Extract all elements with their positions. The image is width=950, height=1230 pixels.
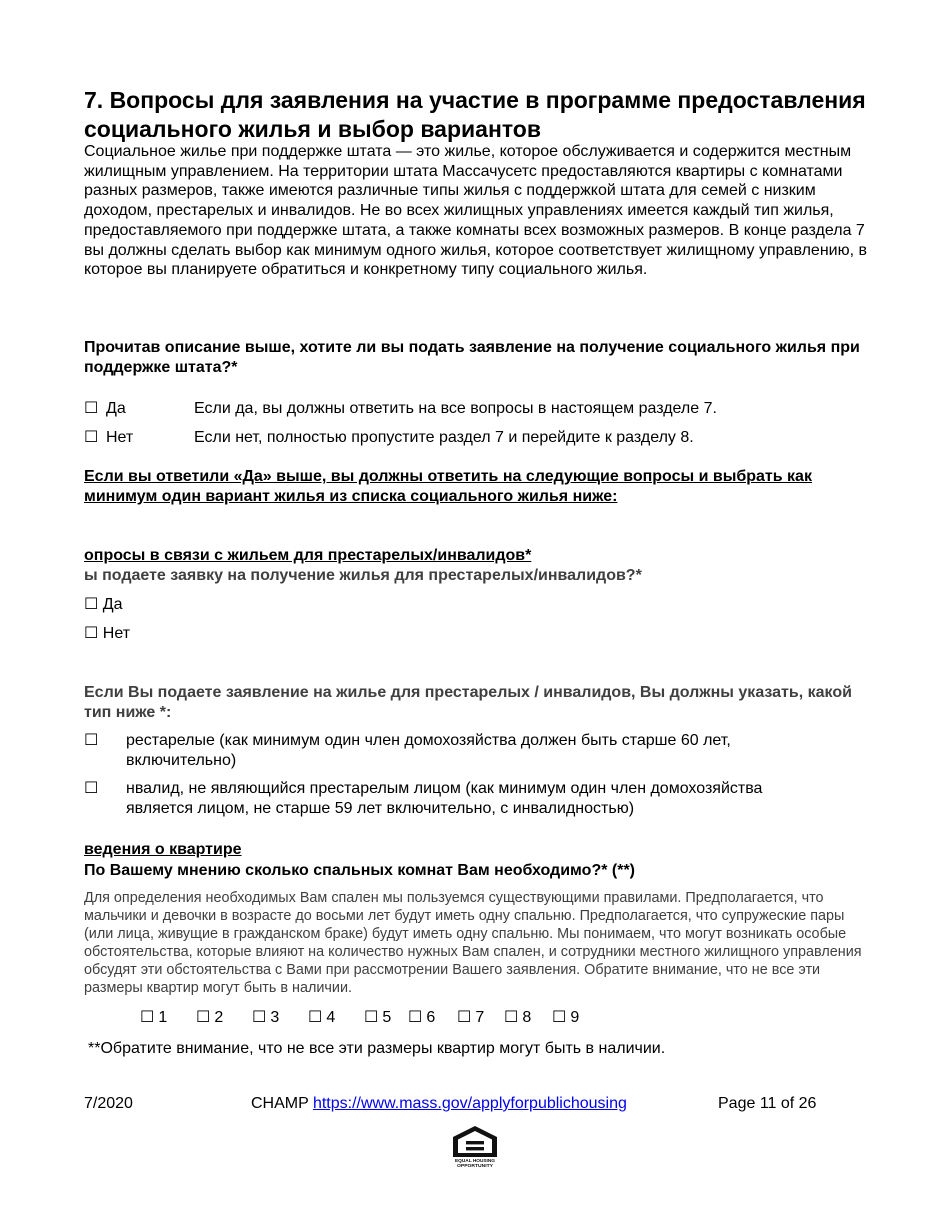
checkbox-icon[interactable]: ☐ [84,780,99,797]
availability-note: **Обратите внимание, что не все эти размеры квартир могут быть в наличии. [88,1040,666,1057]
apply-yes-option[interactable] [84,399,717,419]
checkbox-icon[interactable]: ☐ [552,1009,567,1026]
apply-no-option[interactable] [84,428,694,448]
bedroom-question: По Вашему мнению сколько спальных комнат Вам необходимо?* (**) [84,862,635,879]
svg-text:EQUAL HOUSING: EQUAL HOUSING [455,1158,496,1163]
option-label: 7 [475,1009,485,1026]
footer-program [251,1094,627,1114]
checkbox-icon[interactable]: ☐ [252,1009,267,1026]
checkbox-icon[interactable]: ☐ [457,1009,472,1026]
page-number: Page 11 of 26 [718,1095,817,1112]
program-name: CHAMP [251,1095,309,1112]
equal-housing-logo [449,1124,501,1168]
checkbox-icon[interactable]: ☐ [84,429,99,446]
section-title: 7. Вопросы для заявления на участие в программе предоставления социального жилья и выбор вариантов [84,87,866,142]
option-label: Да [102,596,123,613]
bedroom-option-5[interactable] [364,1008,408,1028]
option-label: 5 [382,1009,392,1026]
apartment-heading: ведения о квартире [84,841,242,858]
checkbox-icon[interactable]: ☐ [84,625,99,642]
bedroom-option-7[interactable] [457,1008,504,1028]
option-text: нвалид, не являющийся престарелым лицом (как минимум один член домохозяйства является лицом, не старше 59 лет включительно, с инвалидностью) [126,780,763,817]
option-label: 9 [570,1009,580,1026]
checkbox-icon[interactable]: ☐ [140,1009,155,1026]
bedroom-description: Для определения необходимых Вам спален мы пользуемся существующими правилами. Предполагается, что мальчики и девочки в возрасте до восьми лет будут иметь одну спальню. Предполагается, что супружеские пары (или лица, живущие в гражданском браке) будут иметь одну спальню. Мы понимаем, что могут возникать особые обстоятельства, которые влияют на количество нужных Вам спален, и сотрудники местного жилищного управления обсудят эти обстоятельства с Вами при рассмотрении Вашего заявления. Обратите внимание, что не все эти размеры квартир могут быть в наличии. [84,890,862,996]
elderly-question: ы подаете заявку на получение жилья для престарелых/инвалидов?* [84,567,642,584]
elderly-no-option[interactable] [84,624,130,644]
footer-date: 7/2020 [84,1095,133,1112]
checkbox-icon[interactable]: ☐ [408,1009,423,1026]
bedroom-options [140,1008,579,1028]
bedroom-option-2[interactable] [196,1008,252,1028]
type-question: Если Вы подаете заявление на жилье для престарелых / инвалидов, Вы должны указать, какой тип ниже *: [84,684,852,721]
option-note: Если нет, полностью пропустите раздел 7 и перейдите к разделу 8. [194,429,694,446]
option-label: 6 [426,1009,436,1026]
elderly-heading: опросы в связи с жильем для престарелых/инвалидов* [84,547,532,564]
checkbox-icon[interactable]: ☐ [364,1009,379,1026]
section-intro: Социальное жилье при поддержке штата — это жилье, которое обслуживается и содержится местным жилищным управлением. На территории штата Массачусетс предоставляются квартиры с комнатами разных размеров, также имеются различные типы жилья с поддержкой штата для семей с низким доходом, престарелых и инвалидов. Не во всех жилищных управлениях имеется каждый тип жилья, предоставляемого при поддержке штата, а также комнаты всех возможных размеров. В конце раздела 7 вы должны сделать выбор как минимум одного жилья, которое соответствует жилищному управлению, в которое вы планируете обратиться и конкретному типу социального жилья. [84,143,867,279]
checkbox-icon[interactable]: ☐ [84,400,99,417]
option-label: Нет [102,625,131,642]
option-label: Да [106,400,126,417]
checkbox-icon[interactable]: ☐ [84,732,99,749]
program-link[interactable]: https://www.mass.gov/applyforpublichousing [312,1095,627,1112]
checkbox-icon[interactable]: ☐ [504,1009,519,1026]
equal-housing-icon [449,1124,501,1168]
elderly-yes-option[interactable] [84,595,123,615]
svg-text:OPPORTUNITY: OPPORTUNITY [457,1163,493,1168]
option-text: рестарелые (как минимум один член домохозяйства должен быть старше 60 лет, включительно) [126,732,731,769]
checkbox-icon[interactable]: ☐ [84,596,99,613]
checkbox-icon[interactable]: ☐ [308,1009,323,1026]
bedroom-option-9[interactable] [552,1008,579,1028]
checkbox-icon[interactable]: ☐ [196,1009,211,1026]
type-option-disabled[interactable] [84,779,874,819]
option-note: Если да, вы должны ответить на все вопросы в настоящем разделе 7. [194,400,717,417]
bedroom-option-8[interactable] [504,1008,552,1028]
option-label: 3 [270,1009,280,1026]
bedroom-option-3[interactable] [252,1008,308,1028]
option-label: 8 [522,1009,532,1026]
requirement-note: Если вы ответили «Да» выше, вы должны ответить на следующие вопросы и выбрать как минимум один вариант жилья из списка социального жилья ниже: [84,468,812,505]
option-label: 2 [214,1009,224,1026]
option-label: 1 [158,1009,168,1026]
bedroom-option-1[interactable] [140,1008,196,1028]
option-label: Нет [106,429,134,446]
bedroom-option-6[interactable] [408,1008,457,1028]
type-option-elderly[interactable] [84,731,874,771]
bedroom-option-4[interactable] [308,1008,364,1028]
apply-question: Прочитав описание выше, хотите ли вы подать заявление на получение социального жилья при поддержке штата?* [84,339,860,376]
option-label: 4 [326,1009,336,1026]
